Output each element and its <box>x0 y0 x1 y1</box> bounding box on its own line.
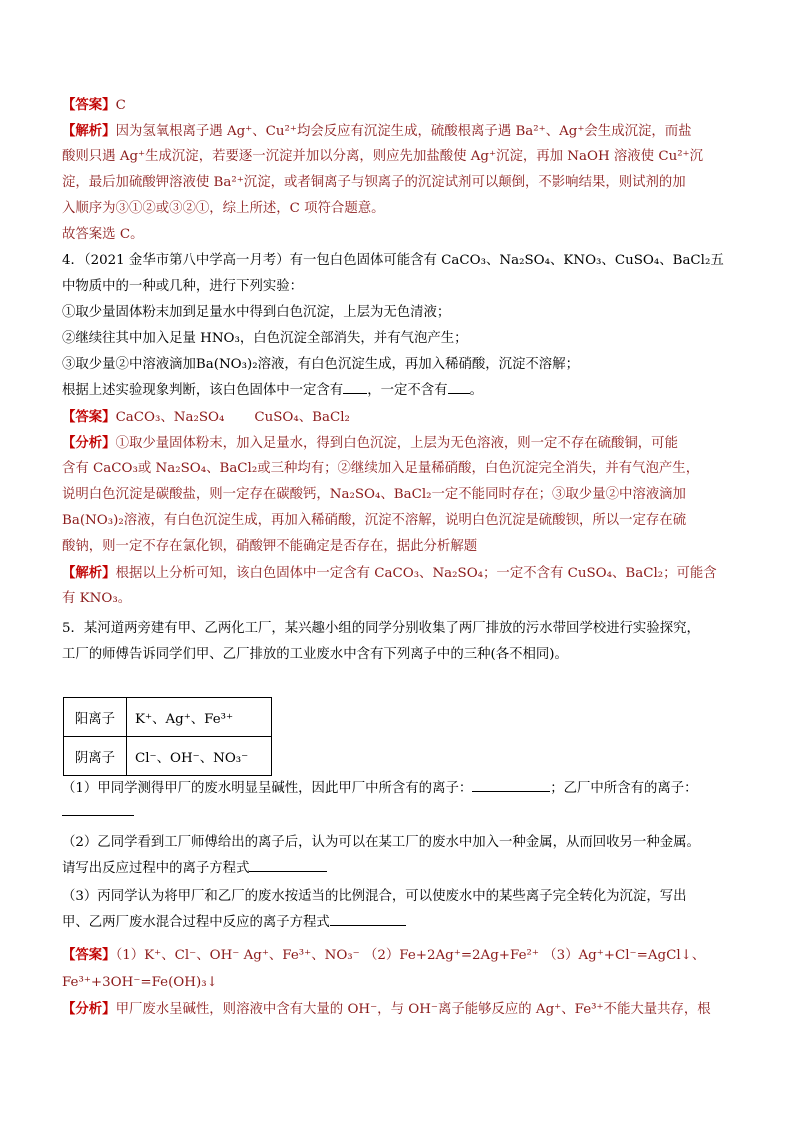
question-text-b: ，一定不含有 <box>367 383 448 398</box>
part-2-text: 请写出反应过程中的离子方程式 <box>62 861 250 876</box>
q4-step-1: ①取少量固体粉末加到足量水中得到白色沉淀，上层为无色清液； <box>62 305 451 320</box>
q5-part-3-line-1: （3）丙同学认为将甲厂和乙厂的废水按适当的比例混合，可以使废水中的某些离子完全转化为沉淀，写出 <box>62 889 687 904</box>
table-row <box>64 737 272 776</box>
table-cell-cations: K⁺、Ag⁺、Fe³⁺ <box>127 698 272 737</box>
q5-answer-line-1 <box>62 942 732 969</box>
answer-blank-4 <box>330 911 406 926</box>
q5-stem-line-1: 5．某河道两旁建有甲、乙两化工厂，某兴趣小组的同学分别收集了两厂排放的污水带回学校进行实验探究， <box>62 621 700 636</box>
q3-answer <box>62 92 732 119</box>
q3-explanation-line-1 <box>62 118 732 145</box>
q4-stem-line-1: 4．（2021 金华市第八中学高一月考）有一包白色固体可能含有 CaCO₃、Na₂SO₄、KNO₃、CuSO₄、BaCl₂五 <box>62 253 724 268</box>
q3-explanation-line-3: 淀，最后加硫酸钾溶液使 Ba²⁺沉淀，或者铜离子与钡离子的沉淀试剂可以颠倒，不影响结果，则试剂的加 <box>62 175 686 190</box>
q5-part-2-line-2 <box>62 856 732 882</box>
part-1-text-a: （1）甲同学测得甲厂的废水明显呈碱性，因此甲厂中所含有的离子： <box>62 781 473 796</box>
q4-explanation-line-1 <box>62 560 732 587</box>
q5-part-3-line-2 <box>62 910 732 936</box>
explanation-text: 因为氢氧根离子遇 Ag⁺、Cu²⁺均会反应有沉淀生成，硫酸根离子遇 Ba²⁺、Ag⁺会生成沉淀，而盐 <box>115 124 692 139</box>
q5-part-2-line-1: （2）乙同学看到工厂师傅给出的离子后，认为可以在某工厂的废水中加入一种金属，从而回收另一种金属。 <box>62 835 700 850</box>
q5-part-1-blank-line <box>62 800 732 826</box>
q4-analysis-line-3: 说明白色沉淀是碳酸盐，则一定存在碳酸钙，Na₂SO₄、BaCl₂一定不能同时存在；③取少量②中溶液滴加 <box>62 487 686 502</box>
q4-analysis-line-4: Ba(NO₃)₂溶液，有白色沉淀生成，再加入稀硝酸，沉淀不溶解，说明白色沉淀是硫酸钡，所以一定存在硫 <box>62 513 687 528</box>
q4-analysis-line-1 <box>62 430 732 457</box>
answer-blank-2 <box>448 379 470 394</box>
table-cell-anions: Cl⁻、OH⁻、NO₃⁻ <box>127 737 272 776</box>
explanation-tag: 【解析】 <box>62 565 116 581</box>
q4-explanation-line-2: 有 KNO₃。 <box>62 591 132 606</box>
question-text-a: 根据上述实验现象判断，该白色固体中一定含有 <box>62 383 344 398</box>
q4-step-2: ②继续往其中加入足量 HNO₃，白色沉淀全部消失，并有气泡产生； <box>62 331 468 346</box>
answer-value-1: CaCO₃、Na₂SO₄ <box>115 410 225 425</box>
q3-explanation-line-4: 入顺序为③①②或③②①，综上所述，C 项符合题意。 <box>62 201 385 216</box>
analysis-tag: 【分析】 <box>62 1001 116 1017</box>
ion-table <box>63 697 272 776</box>
q3-explanation-line-2: 酸则只遇 Ag⁺生成沉淀，若要逐一沉淀并加以分离，则应先加盐酸使 Ag⁺沉淀，再加 NaOH 溶液使 Cu²⁺沉 <box>62 149 704 164</box>
table-head-cation: 阳离子 <box>64 698 127 737</box>
q4-analysis-line-5: 酸钠，则一定不存在氯化钡，硝酸钾不能确定是否存在，据此分析解题 <box>62 539 478 554</box>
answer-text: （1）K⁺、Cl⁻、OH⁻ Ag⁺、Fe³⁺、NO₃⁻ （2）Fe+2Ag⁺=2Ag+Fe²⁺ （3）Ag⁺+Cl⁻=AgCl↓、 <box>115 948 706 963</box>
question-text-c: 。 <box>469 383 483 398</box>
explanation-tag: 【解析】 <box>62 123 116 139</box>
answer-value: C <box>115 98 126 113</box>
answer-tag: 【答案】 <box>62 409 116 425</box>
explanation-text: 根据以上分析可知，该白色固体中一定含有 CaCO₃、Na₂SO₄；一定不含有 CuSO₄、BaCl₂；可能含 <box>115 566 717 581</box>
q3-conclusion: 故答案选 C。 <box>62 227 144 242</box>
q4-answer <box>62 404 732 431</box>
table-row <box>64 698 272 737</box>
analysis-text: 甲厂废水呈碱性，则溶液中含有大量的 OH⁻，与 OH⁻离子能够反应的 Ag⁺、Fe³⁺不能大量共存，根 <box>115 1002 711 1017</box>
q4-analysis-line-2: 含有 CaCO₃或 Na₂SO₄、BaCl₂或三种均有；②继续加入足量稀硝酸，白色沉淀完全消失，并有气泡产生， <box>62 461 700 476</box>
answer-blank-1 <box>472 777 550 792</box>
answer-tag: 【答案】 <box>62 947 116 963</box>
q5-stem-line-2: 工厂的师傅告诉同学们甲、乙厂排放的工业废水中含有下列离子中的三种(各不相同)。 <box>62 647 568 662</box>
q4-step-3: ③取少量②中溶液滴加Ba(NO₃)₂溶液，有白色沉淀生成，再加入稀硝酸，沉淀不溶解； <box>62 357 579 372</box>
q4-stem-line-2: 中物质中的一种或几种，进行下列实验： <box>62 279 304 294</box>
analysis-tag: 【分析】 <box>62 435 116 451</box>
answer-blank-3 <box>249 857 327 872</box>
q5-part-1 <box>62 776 732 802</box>
q4-question <box>62 378 732 404</box>
analysis-text: ①取少量固体粉末，加入足量水，得到白色沉淀，上层为无色溶液，则一定不存在硫酸铜，可能 <box>115 436 678 451</box>
answer-blank-2 <box>62 801 134 816</box>
part-3-text: 甲、乙两厂废水混合过程中反应的离子方程式 <box>62 915 330 930</box>
q5-answer-line-2: Fe³⁺+3OH⁻=Fe(OH)₃↓ <box>62 975 218 990</box>
table-head-anion: 阴离子 <box>64 737 127 776</box>
answer-blank-1 <box>343 379 367 394</box>
answer-tag: 【答案】 <box>62 97 116 113</box>
answer-value-2: CuSO₄、BaCl₂ <box>254 410 350 425</box>
part-1-text-b: ；乙厂中所含有的离子： <box>550 781 698 796</box>
q5-analysis-line-1 <box>62 996 732 1023</box>
